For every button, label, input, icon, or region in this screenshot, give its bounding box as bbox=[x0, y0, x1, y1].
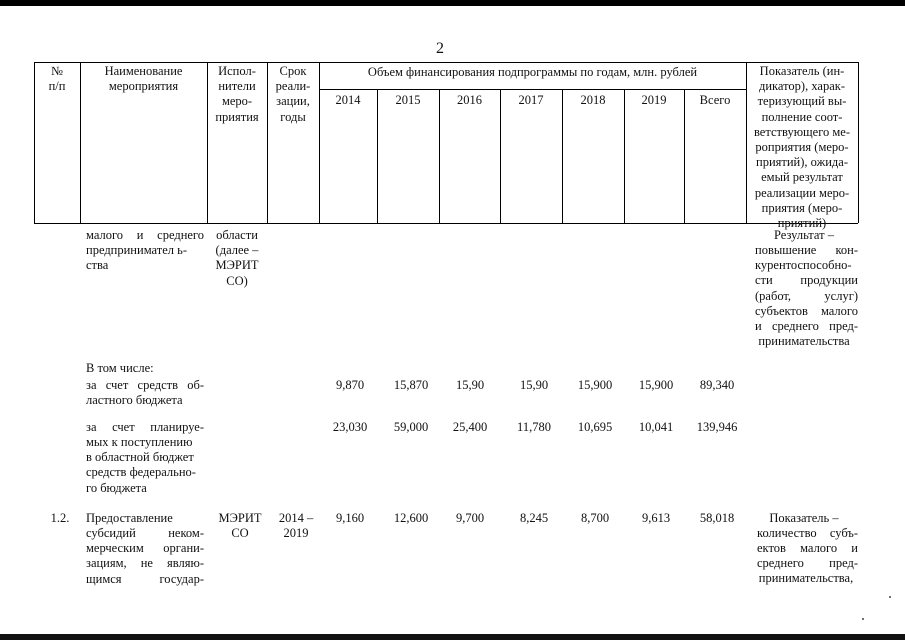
cell-line: го бюджета bbox=[86, 480, 147, 495]
row-cont-indicator-tail bbox=[750, 334, 858, 349]
cell-line: субъектов малого bbox=[755, 303, 858, 318]
header-text: роприятия (меро- bbox=[755, 140, 849, 155]
cell-line: средств федерально- bbox=[86, 465, 196, 480]
header-text: зации, bbox=[276, 94, 310, 109]
cell-line: курентоспособно- bbox=[755, 258, 852, 273]
header-year-2016: 2016 bbox=[457, 93, 482, 107]
cell-line: в областной бюджет bbox=[86, 450, 194, 465]
header-text: емый результат bbox=[761, 170, 843, 185]
cell-line: ектов малого и bbox=[757, 541, 858, 556]
cell-line: области bbox=[216, 228, 258, 242]
header-funding-title: Объем финансирования подпрограммы по годам, млн. рублей bbox=[367, 65, 698, 79]
cell-line: Результат – bbox=[773, 228, 834, 242]
row-cont-indicator bbox=[755, 243, 858, 334]
federal-total: 139,946 bbox=[696, 420, 738, 434]
header-col-name bbox=[80, 64, 207, 94]
regional-2019: 15,900 bbox=[638, 378, 674, 392]
header-text: Испол- bbox=[218, 64, 256, 78]
header-text: полнение соот- bbox=[761, 109, 843, 124]
cell-line: ства bbox=[86, 258, 109, 273]
cell-line: мерческим органи- bbox=[86, 541, 204, 556]
cell-line: Показатель – bbox=[769, 511, 839, 525]
including-label: В том числе: bbox=[86, 361, 154, 375]
row-federal-name-rest bbox=[86, 435, 208, 496]
row-cont-indicator-head bbox=[750, 228, 858, 243]
cell-line: среднего пред- bbox=[757, 556, 858, 571]
cell-line: щимся государ- bbox=[86, 571, 204, 586]
row-cont-executor bbox=[207, 228, 267, 289]
federal-2018: 10,695 bbox=[577, 420, 613, 434]
cell-line: СО) bbox=[226, 273, 248, 288]
item-1-2-2019: 9,613 bbox=[641, 511, 671, 525]
header-text: Показатель (ин- bbox=[759, 64, 845, 78]
cell-line: ластного бюджета bbox=[86, 393, 183, 407]
regional-2015: 15,870 bbox=[393, 378, 429, 392]
header-text: Наименование bbox=[104, 64, 183, 78]
header-text: приятия (меро- bbox=[761, 200, 843, 215]
header-col-number bbox=[34, 64, 80, 94]
cell-line: повышение кон- bbox=[755, 243, 858, 257]
regional-2017: 15,90 bbox=[519, 378, 549, 392]
item-1-2-indicator-tail bbox=[750, 571, 862, 586]
header-text: приятий), ожида- bbox=[756, 155, 848, 170]
federal-2017: 11,780 bbox=[517, 420, 551, 434]
row-federal-name bbox=[86, 420, 204, 435]
header-text: годы bbox=[280, 109, 306, 124]
header-text: дикатор), харак- bbox=[758, 79, 846, 94]
item-1-2-2015: 12,600 bbox=[393, 511, 429, 525]
cell-line: принимательства bbox=[758, 334, 850, 348]
cell-line: 2019 bbox=[283, 526, 309, 541]
federal-2016: 25,400 bbox=[452, 420, 488, 434]
header-col-indicator bbox=[746, 64, 858, 231]
cell-line: предпринимател ь- bbox=[86, 243, 187, 257]
header-text: реали- bbox=[275, 79, 311, 94]
federal-2014: 23,030 bbox=[332, 420, 368, 434]
item-1-2-total: 58,018 bbox=[699, 511, 735, 525]
header-text: приятий) bbox=[777, 216, 827, 231]
regional-2018: 15,900 bbox=[577, 378, 613, 392]
header-text: теризующий вы- bbox=[757, 94, 847, 109]
header-year-2014: 2014 bbox=[335, 93, 361, 107]
header-text: приятия bbox=[215, 109, 259, 124]
cell-line: принимательства, bbox=[758, 571, 854, 585]
item-1-2-2017: 8,245 bbox=[519, 511, 549, 525]
row-cont-name-rest bbox=[86, 243, 204, 273]
cell-line: за счет планируе- bbox=[86, 420, 204, 434]
federal-2019: 10,041 bbox=[638, 420, 674, 434]
header-year-2019: 2019 bbox=[641, 93, 667, 107]
regional-total: 89,340 bbox=[699, 378, 735, 392]
cell-line: (работ, услуг) bbox=[755, 288, 858, 303]
header-col-executor bbox=[207, 64, 267, 125]
cell-line: МЭРИТ bbox=[218, 511, 262, 525]
scan-speck bbox=[889, 596, 891, 598]
header-text: № bbox=[51, 64, 63, 78]
item-1-2-executor bbox=[207, 511, 273, 541]
header-year-2018: 2018 bbox=[580, 93, 606, 107]
row-regional-name-rest bbox=[86, 393, 204, 408]
cell-line: 2014 – bbox=[278, 511, 314, 525]
cell-line: количество субъ- bbox=[757, 526, 858, 540]
header-text: Срок bbox=[279, 64, 307, 78]
header-col-term bbox=[267, 64, 319, 125]
header-text: нители bbox=[218, 79, 256, 94]
cell-line: субсидий неком- bbox=[86, 526, 204, 540]
item-1-2-2018: 8,700 bbox=[580, 511, 610, 525]
cell-line: Предоставление bbox=[86, 511, 173, 525]
header-text: меро- bbox=[221, 94, 253, 109]
item-1-2-indicator-head bbox=[750, 511, 858, 526]
regional-2014: 9,870 bbox=[335, 378, 365, 392]
cell-line: сти продукции bbox=[755, 273, 858, 288]
cell-line: и среднего пред- bbox=[755, 319, 858, 334]
cell-line: зациям, не являю- bbox=[86, 556, 204, 571]
federal-2015: 59,000 bbox=[393, 420, 429, 434]
header-text: п/п bbox=[48, 79, 66, 94]
item-1-2-2014: 9,160 bbox=[335, 511, 365, 525]
header-text: мероприятия bbox=[108, 79, 179, 94]
row-regional-name bbox=[86, 378, 204, 393]
item-1-2-name bbox=[86, 526, 204, 587]
row-cont-name bbox=[86, 228, 204, 243]
cell-line: МЭРИТ bbox=[215, 258, 259, 273]
header-year-2015: 2015 bbox=[395, 93, 421, 107]
page-number: 2 bbox=[436, 40, 444, 57]
regional-2016: 15,90 bbox=[455, 378, 485, 392]
scan-speck bbox=[862, 618, 864, 620]
cell-line: малого и среднего bbox=[86, 228, 204, 242]
cell-line: за счет средств об- bbox=[86, 378, 204, 392]
cell-line: (далее – bbox=[215, 243, 259, 258]
item-1-2-term bbox=[267, 511, 325, 541]
item-1-2-number: 1.2. bbox=[50, 511, 70, 525]
item-1-2-2016: 9,700 bbox=[455, 511, 485, 525]
header-text: реализации меро- bbox=[754, 185, 850, 200]
header-text: ветствующего ме- bbox=[753, 124, 851, 139]
item-1-2-indicator bbox=[757, 526, 858, 572]
item-1-2-name-first bbox=[86, 511, 204, 526]
header-year-2017: 2017 bbox=[518, 93, 544, 107]
cell-line: мых к поступлению bbox=[86, 435, 193, 449]
header-total: Всего bbox=[699, 93, 731, 107]
cell-line: СО bbox=[231, 526, 249, 541]
